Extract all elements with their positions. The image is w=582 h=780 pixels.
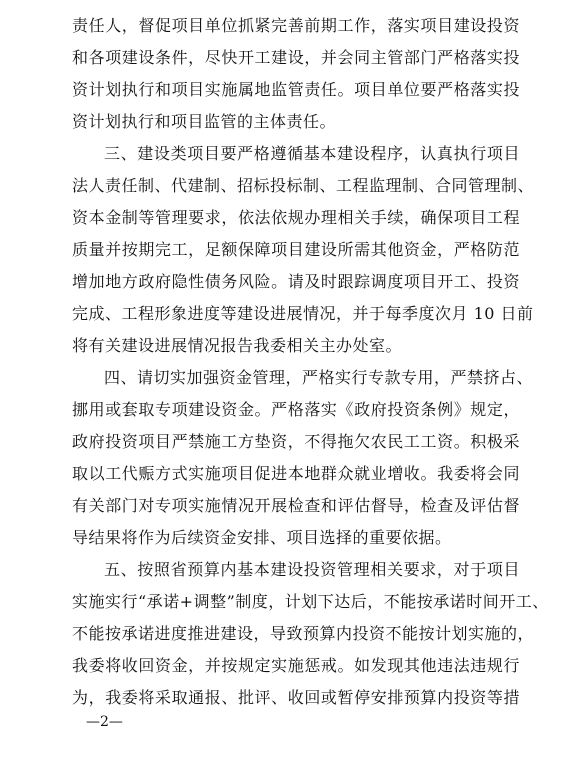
text-line: 不能按承诺进度推进建设，导致预算内投资不能按计划实施的， bbox=[72, 624, 535, 643]
text-line: 有关部门对专项实施情况开展检查和评估督导，检查及评估督 bbox=[72, 496, 520, 515]
text-line: 资计划执行和项目实施属地监管责任。项目单位要严格落实投 bbox=[72, 80, 520, 99]
text-line: 资计划执行和项目监管的主体责任。 bbox=[72, 112, 337, 131]
text-line: 我委将收回资金，并按规定实施惩戒。如发现其他违法违规行 bbox=[72, 656, 520, 675]
text-line: 将有关建设进展情况报告我委相关主办处室。 bbox=[72, 336, 403, 355]
text-line: 完成、工程形象进度等建设进展情况，并于每季度次月 10 日前 bbox=[72, 304, 534, 323]
text-line: 挪用或套取专项建设资金。严格落实《政府投资条例》规定， bbox=[72, 400, 520, 419]
text-line: 实施实行“承诺+调整”制度，计划下达后，不能按承诺时间开工、 bbox=[72, 592, 549, 611]
text-line: 责任人，督促项目单位抓紧完善前期工作，落实项目建设投资 bbox=[72, 16, 520, 35]
paragraph-start-line: 三、建设类项目要严格遵循基本建设程序，认真执行项目 bbox=[104, 144, 520, 163]
text-line: 政府投资项目严禁施工方垫资，不得拖欠农民工工资。积极采 bbox=[72, 432, 520, 451]
text-line: 取以工代赈方式实施项目促进本地群众就业增收。我委将会同 bbox=[72, 464, 520, 483]
text-line: 增加地方政府隐性债务风险。请及时跟踪调度项目开工、投资 bbox=[72, 272, 520, 291]
text-line: 为，我委将采取通报、批评、收回或暂停安排预算内投资等措 bbox=[72, 688, 520, 707]
paragraph-start-line: 五、按照省预算内基本建设投资管理相关要求，对于项目 bbox=[104, 560, 520, 579]
text-line: 质量并按期完工，足额保障项目建设所需其他资金，严格防范 bbox=[72, 240, 520, 259]
page-number: —2— bbox=[86, 714, 123, 730]
paragraph-start-line: 四、请切实加强资金管理，严格实行专款专用，严禁挤占、 bbox=[104, 368, 534, 387]
text-line: 资本金制等管理要求，依法依规办理相关手续，确保项目工程 bbox=[72, 208, 520, 227]
text-line: 法人责任制、代建制、招标投标制、工程监理制、合同管理制、 bbox=[72, 176, 535, 195]
text-line: 和各项建设条件，尽快开工建设，并会同主管部门严格落实投 bbox=[72, 48, 520, 67]
text-line: 导结果将作为后续资金安排、项目选择的重要依据。 bbox=[72, 528, 452, 547]
